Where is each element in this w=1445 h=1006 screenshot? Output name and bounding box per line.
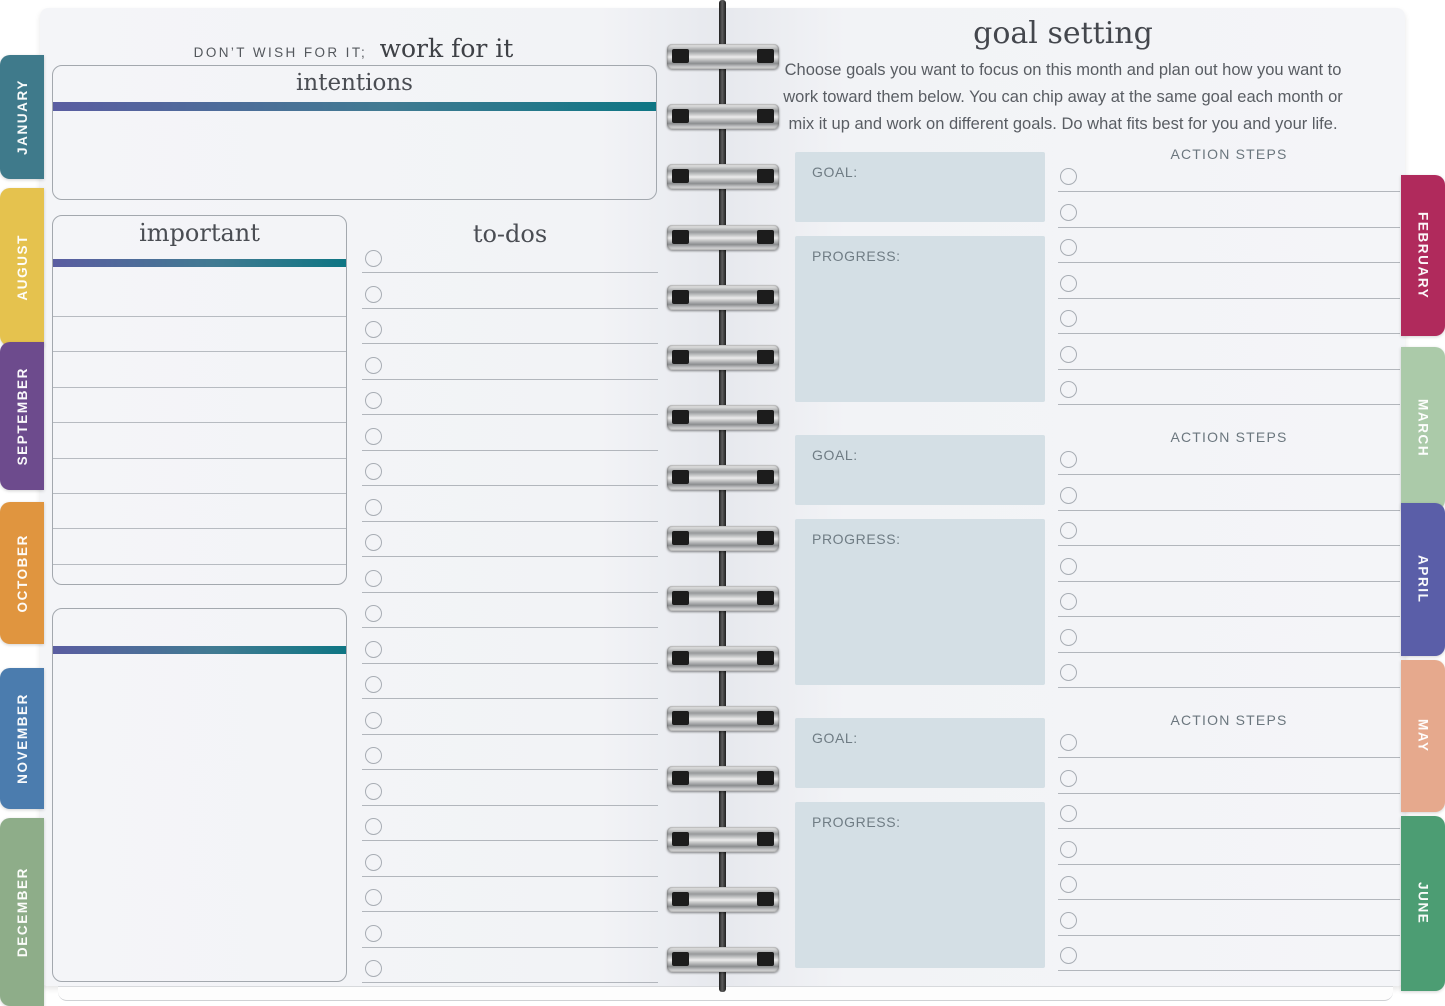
action-step-circle <box>1060 805 1077 822</box>
binding-loop <box>667 465 779 490</box>
binding-loop <box>667 947 779 972</box>
todo-line <box>362 805 658 806</box>
goal-input-box <box>795 435 1045 505</box>
important-rule-line <box>53 493 346 494</box>
todo-line <box>362 840 658 841</box>
todo-checkbox-circle <box>365 534 382 551</box>
todos-title: to-dos <box>472 220 548 248</box>
month-tab-label: MARCH <box>1415 399 1431 458</box>
todo-checkbox-circle <box>365 570 382 587</box>
binding-loop <box>667 44 779 69</box>
goal-setting-intro <box>751 57 1375 138</box>
todo-line <box>362 876 658 877</box>
todo-checkbox-circle <box>365 392 382 409</box>
action-step-line <box>1058 687 1400 688</box>
action-step-line <box>1058 757 1400 758</box>
todo-checkbox-circle <box>365 357 382 374</box>
goal-section <box>723 429 1405 701</box>
action-step-circle <box>1060 558 1077 575</box>
progress-label: PROGRESS: <box>812 814 901 830</box>
action-step-line <box>1058 545 1400 546</box>
todo-line <box>362 627 658 628</box>
action-step-circle <box>1060 346 1077 363</box>
action-step-circle <box>1060 310 1077 327</box>
month-tab-label: DECEMBER <box>14 866 30 958</box>
action-steps-title: ACTION STEPS <box>1170 712 1288 728</box>
action-step-line <box>1058 404 1400 405</box>
progress-input-box <box>795 802 1045 968</box>
month-tab-august <box>0 188 44 346</box>
binding-loop <box>667 646 779 671</box>
action-step-circle <box>1060 593 1077 610</box>
binding-loop <box>667 285 779 310</box>
left-page <box>40 8 723 986</box>
todo-line <box>362 911 658 912</box>
binding-loop <box>667 586 779 611</box>
binding-loop <box>667 766 779 791</box>
action-step-line <box>1058 864 1400 865</box>
todo-line <box>362 769 658 770</box>
action-step-circle <box>1060 168 1077 185</box>
month-tab-label: MAY <box>1415 719 1431 753</box>
action-step-circle <box>1060 381 1077 398</box>
action-step-line <box>1058 652 1400 653</box>
action-step-line <box>1058 581 1400 582</box>
action-step-circle <box>1060 275 1077 292</box>
action-step-circle <box>1060 841 1077 858</box>
month-tab-label: APRIL <box>1415 555 1431 604</box>
progress-input-box <box>795 519 1045 685</box>
todo-line <box>362 698 658 699</box>
month-tab-september <box>0 342 44 490</box>
todo-checkbox-circle <box>365 605 382 622</box>
todo-line <box>362 947 658 948</box>
month-tab-label: OCTOBER <box>14 533 30 613</box>
important-box <box>52 215 347 585</box>
binding-loop <box>667 706 779 731</box>
todo-checkbox-circle <box>365 641 382 658</box>
action-steps-title: ACTION STEPS <box>1170 146 1288 162</box>
notes-box <box>52 608 347 982</box>
action-step-line <box>1058 262 1400 263</box>
todo-line <box>362 556 658 557</box>
action-step-line <box>1058 970 1400 971</box>
notes-accent-bar <box>53 646 346 654</box>
todo-checkbox-circle <box>365 286 382 303</box>
intro-line: work toward them below. You can chip away at the same goal each month or <box>783 88 1343 106</box>
action-step-line <box>1058 793 1400 794</box>
action-step-circle <box>1060 734 1077 751</box>
important-title: important <box>139 219 260 247</box>
action-step-circle <box>1060 664 1077 681</box>
month-tab-label: FEBRUARY <box>1415 211 1431 300</box>
progress-label: PROGRESS: <box>812 248 901 264</box>
todo-line <box>362 734 658 735</box>
binding-loop <box>667 104 779 129</box>
intentions-title: intentions <box>296 70 413 96</box>
goal-section <box>723 146 1405 418</box>
action-step-circle <box>1060 947 1077 964</box>
month-tab-label: SEPTEMBER <box>14 366 30 466</box>
binding-loop <box>667 405 779 430</box>
month-tab-may <box>1401 660 1445 812</box>
action-steps-title: ACTION STEPS <box>1170 429 1288 445</box>
intentions-accent-bar <box>53 102 656 111</box>
action-step-line <box>1058 510 1400 511</box>
todo-checkbox-circle <box>365 747 382 764</box>
action-step-line <box>1058 935 1400 936</box>
month-tab-label: AUGUST <box>14 233 30 301</box>
important-rule-line <box>53 458 346 459</box>
intentions-box <box>52 65 657 200</box>
month-tab-march <box>1401 347 1445 510</box>
todo-checkbox-circle <box>365 889 382 906</box>
goal-section <box>723 712 1405 984</box>
goal-setting-title: goal setting <box>973 16 1153 51</box>
binding-loop <box>667 827 779 852</box>
binding-loop <box>667 345 779 370</box>
right-page <box>723 8 1405 986</box>
action-step-circle <box>1060 629 1077 646</box>
month-tab-label: JUNE <box>1415 882 1431 925</box>
todo-checkbox-circle <box>365 818 382 835</box>
month-tab-november <box>0 668 44 809</box>
action-step-line <box>1058 191 1400 192</box>
important-rule-line <box>53 387 346 388</box>
action-step-line <box>1058 369 1400 370</box>
todo-line <box>362 485 658 486</box>
progress-label: PROGRESS: <box>812 531 901 547</box>
month-tab-label: NOVEMBER <box>14 693 30 784</box>
todo-checkbox-circle <box>365 854 382 871</box>
todo-line <box>362 272 658 273</box>
month-tab-february <box>1401 175 1445 336</box>
month-tab-april <box>1401 503 1445 656</box>
goal-label: GOAL: <box>812 730 858 746</box>
quote-prefix: DON’T WISH FOR IT; <box>193 45 368 60</box>
action-step-line <box>1058 828 1400 829</box>
action-step-circle <box>1060 451 1077 468</box>
month-tab-label: JANUARY <box>14 79 30 155</box>
action-step-line <box>1058 227 1400 228</box>
todo-checkbox-circle <box>365 463 382 480</box>
todo-line <box>362 414 658 415</box>
intro-line: mix it up and work on different goals. Do what fits best for you and your life. <box>788 115 1338 133</box>
important-rule-line <box>53 316 346 317</box>
month-tab-january <box>0 55 44 179</box>
todo-checkbox-circle <box>365 783 382 800</box>
goal-label: GOAL: <box>812 447 858 463</box>
todo-checkbox-circle <box>365 712 382 729</box>
todo-line <box>362 592 658 593</box>
todo-checkbox-circle <box>365 960 382 977</box>
action-step-line <box>1058 616 1400 617</box>
todo-line <box>362 982 658 983</box>
important-rule-line <box>53 528 346 529</box>
month-tab-june <box>1401 816 1445 991</box>
todos-list <box>362 250 658 994</box>
todo-checkbox-circle <box>365 925 382 942</box>
action-step-line <box>1058 333 1400 334</box>
action-step-circle <box>1060 912 1077 929</box>
todo-line <box>362 308 658 309</box>
action-step-circle <box>1060 239 1077 256</box>
month-tab-october <box>0 502 44 644</box>
action-step-line <box>1058 298 1400 299</box>
action-step-line <box>1058 474 1400 475</box>
quote-emphasis: work for it <box>379 34 514 63</box>
intro-line: Choose goals you want to focus on this month and plan out how you want to <box>784 61 1342 79</box>
action-step-line <box>1058 899 1400 900</box>
action-step-circle <box>1060 204 1077 221</box>
action-step-circle <box>1060 770 1077 787</box>
binding-loop <box>667 887 779 912</box>
motivational-quote <box>52 34 655 63</box>
binding-loop <box>667 526 779 551</box>
goal-input-box <box>795 718 1045 788</box>
todo-line <box>362 663 658 664</box>
important-rule-line <box>53 564 346 565</box>
todo-checkbox-circle <box>365 499 382 516</box>
important-accent-bar <box>53 259 346 267</box>
todo-checkbox-circle <box>365 250 382 267</box>
todo-line <box>362 450 658 451</box>
progress-input-box <box>795 236 1045 402</box>
important-rule-line <box>53 422 346 423</box>
binding-loop <box>667 225 779 250</box>
important-rule-line <box>53 351 346 352</box>
month-tab-december <box>0 818 44 1006</box>
todo-checkbox-circle <box>365 676 382 693</box>
todo-checkbox-circle <box>365 428 382 445</box>
binding-loop <box>667 164 779 189</box>
action-step-circle <box>1060 876 1077 893</box>
todo-line <box>362 379 658 380</box>
todo-line <box>362 343 658 344</box>
todo-checkbox-circle <box>365 321 382 338</box>
goal-input-box <box>795 152 1045 222</box>
action-step-circle <box>1060 522 1077 539</box>
goal-label: GOAL: <box>812 164 858 180</box>
action-step-circle <box>1060 487 1077 504</box>
todo-line <box>362 521 658 522</box>
